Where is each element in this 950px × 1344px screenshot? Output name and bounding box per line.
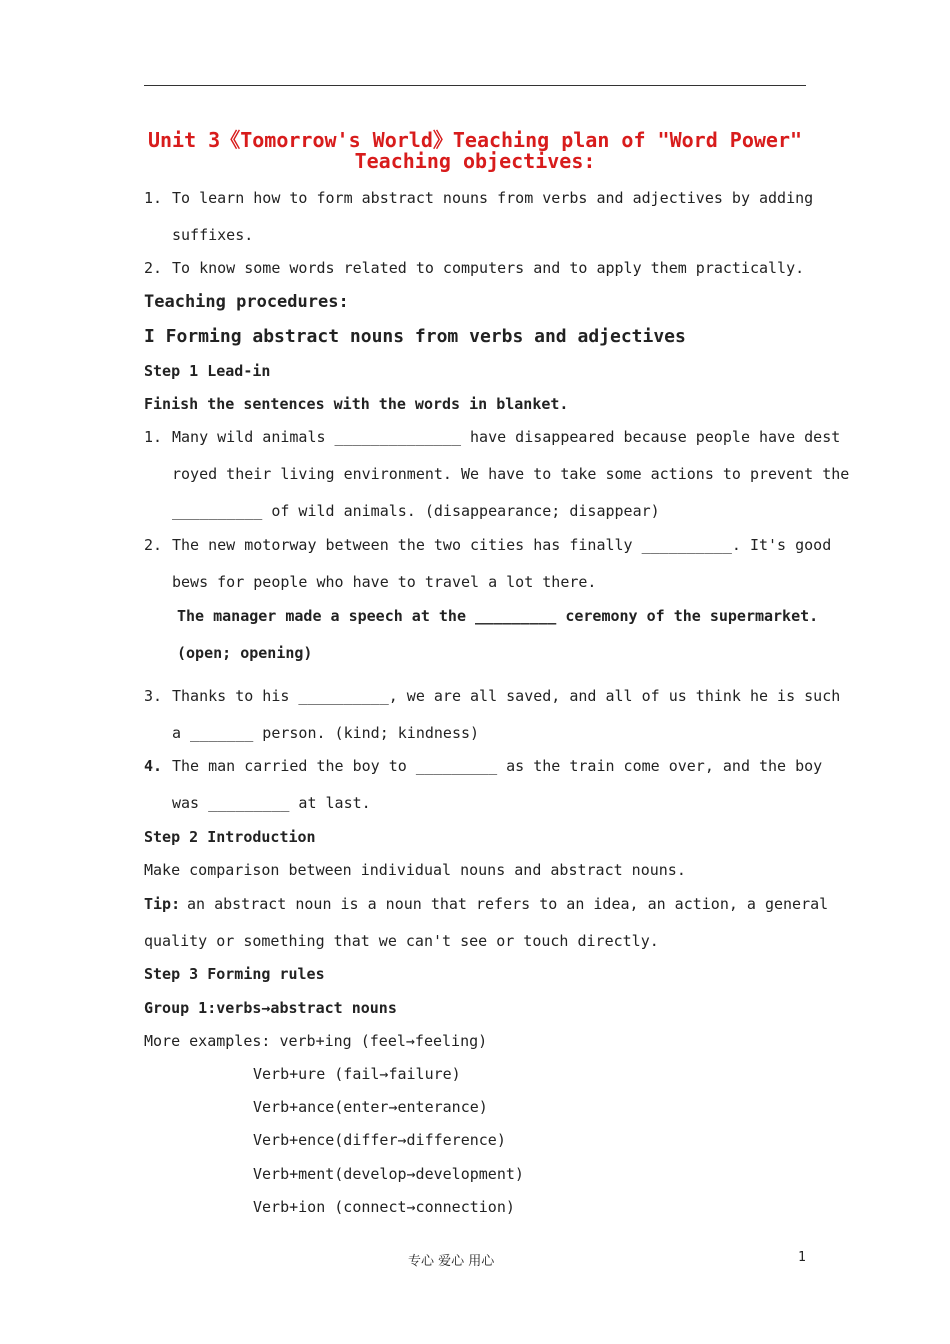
document-title: Unit 3《Tomorrow's World》Teaching plan of "Word Power" <box>147 128 803 152</box>
tip-text: quality or something that we can't see or touch directly. <box>144 932 659 950</box>
tip-label: Tip: <box>144 895 181 913</box>
tip-text: an abstract noun is a noun that refers to an idea, an action, a general <box>187 895 829 913</box>
exercise-text: was _________ at last. <box>172 794 371 812</box>
example-item: Verb+ment(develop→development) <box>253 1165 524 1183</box>
instruction-text: Finish the sentences with the words in blanket. <box>144 395 569 413</box>
procedures-heading: Teaching procedures: <box>144 292 349 312</box>
exercise-text: a _______ person. (kind; kindness) <box>172 724 480 742</box>
example-item: Verb+ence(differ→difference) <box>253 1131 506 1149</box>
objective-text: To know some words related to computers and to apply them practically. <box>172 259 805 277</box>
example-item: Verb+ance(enter→enterance) <box>253 1098 488 1116</box>
exercise-text: (open; opening) <box>177 644 313 662</box>
step-text: Make comparison between individual nouns and abstract nouns. <box>144 861 686 879</box>
exercise-text: Thanks to his __________, we are all saved, and all of us think he is such <box>172 687 841 705</box>
exercise-number: 1. <box>144 428 163 446</box>
step-heading: Step 1 Lead-in <box>144 362 271 380</box>
exercise-text: The new motorway between the two cities has finally __________. It's good <box>172 536 832 554</box>
header-rule <box>144 85 806 86</box>
objective-number: 2. <box>144 259 163 277</box>
exercise-number: 3. <box>144 687 163 705</box>
objectives-heading: Teaching objectives: <box>354 149 596 173</box>
footer-text: 专心 爱心 用心 <box>408 1254 495 1269</box>
exercise-text: royed their living environment. We have to take some actions to prevent the <box>172 465 850 483</box>
page-number: 1 <box>798 1250 806 1265</box>
step-heading: Step 2 Introduction <box>144 828 316 846</box>
examples-label: More examples: verb+ing (feel→feeling) <box>144 1032 488 1050</box>
example-item: Verb+ion (connect→connection) <box>253 1198 515 1216</box>
section-heading: I Forming abstract nouns from verbs and adjectives <box>144 326 686 347</box>
objective-number: 1. <box>144 189 163 207</box>
exercise-text: bews for people who have to travel a lot there. <box>172 573 597 591</box>
objective-text: suffixes. <box>172 226 254 244</box>
example-item: Verb+ure (fail→failure) <box>253 1065 461 1083</box>
objective-text: To learn how to form abstract nouns from verbs and adjectives by adding <box>172 189 814 207</box>
exercise-text: The man carried the boy to _________ as the train come over, and the boy <box>172 757 823 775</box>
step-heading: Step 3 Forming rules <box>144 965 325 983</box>
exercise-text: __________ of wild animals. (disappearance; disappear) <box>172 502 660 520</box>
group-heading: Group 1:verbs→abstract nouns <box>144 999 397 1017</box>
exercise-text: Many wild animals ______________ have disappeared because people have dest <box>172 428 841 446</box>
exercise-number: 2. <box>144 536 163 554</box>
exercise-text: The manager made a speech at the _________ ceremony of the supermarket. <box>177 607 819 625</box>
exercise-number: 4. <box>144 757 163 775</box>
